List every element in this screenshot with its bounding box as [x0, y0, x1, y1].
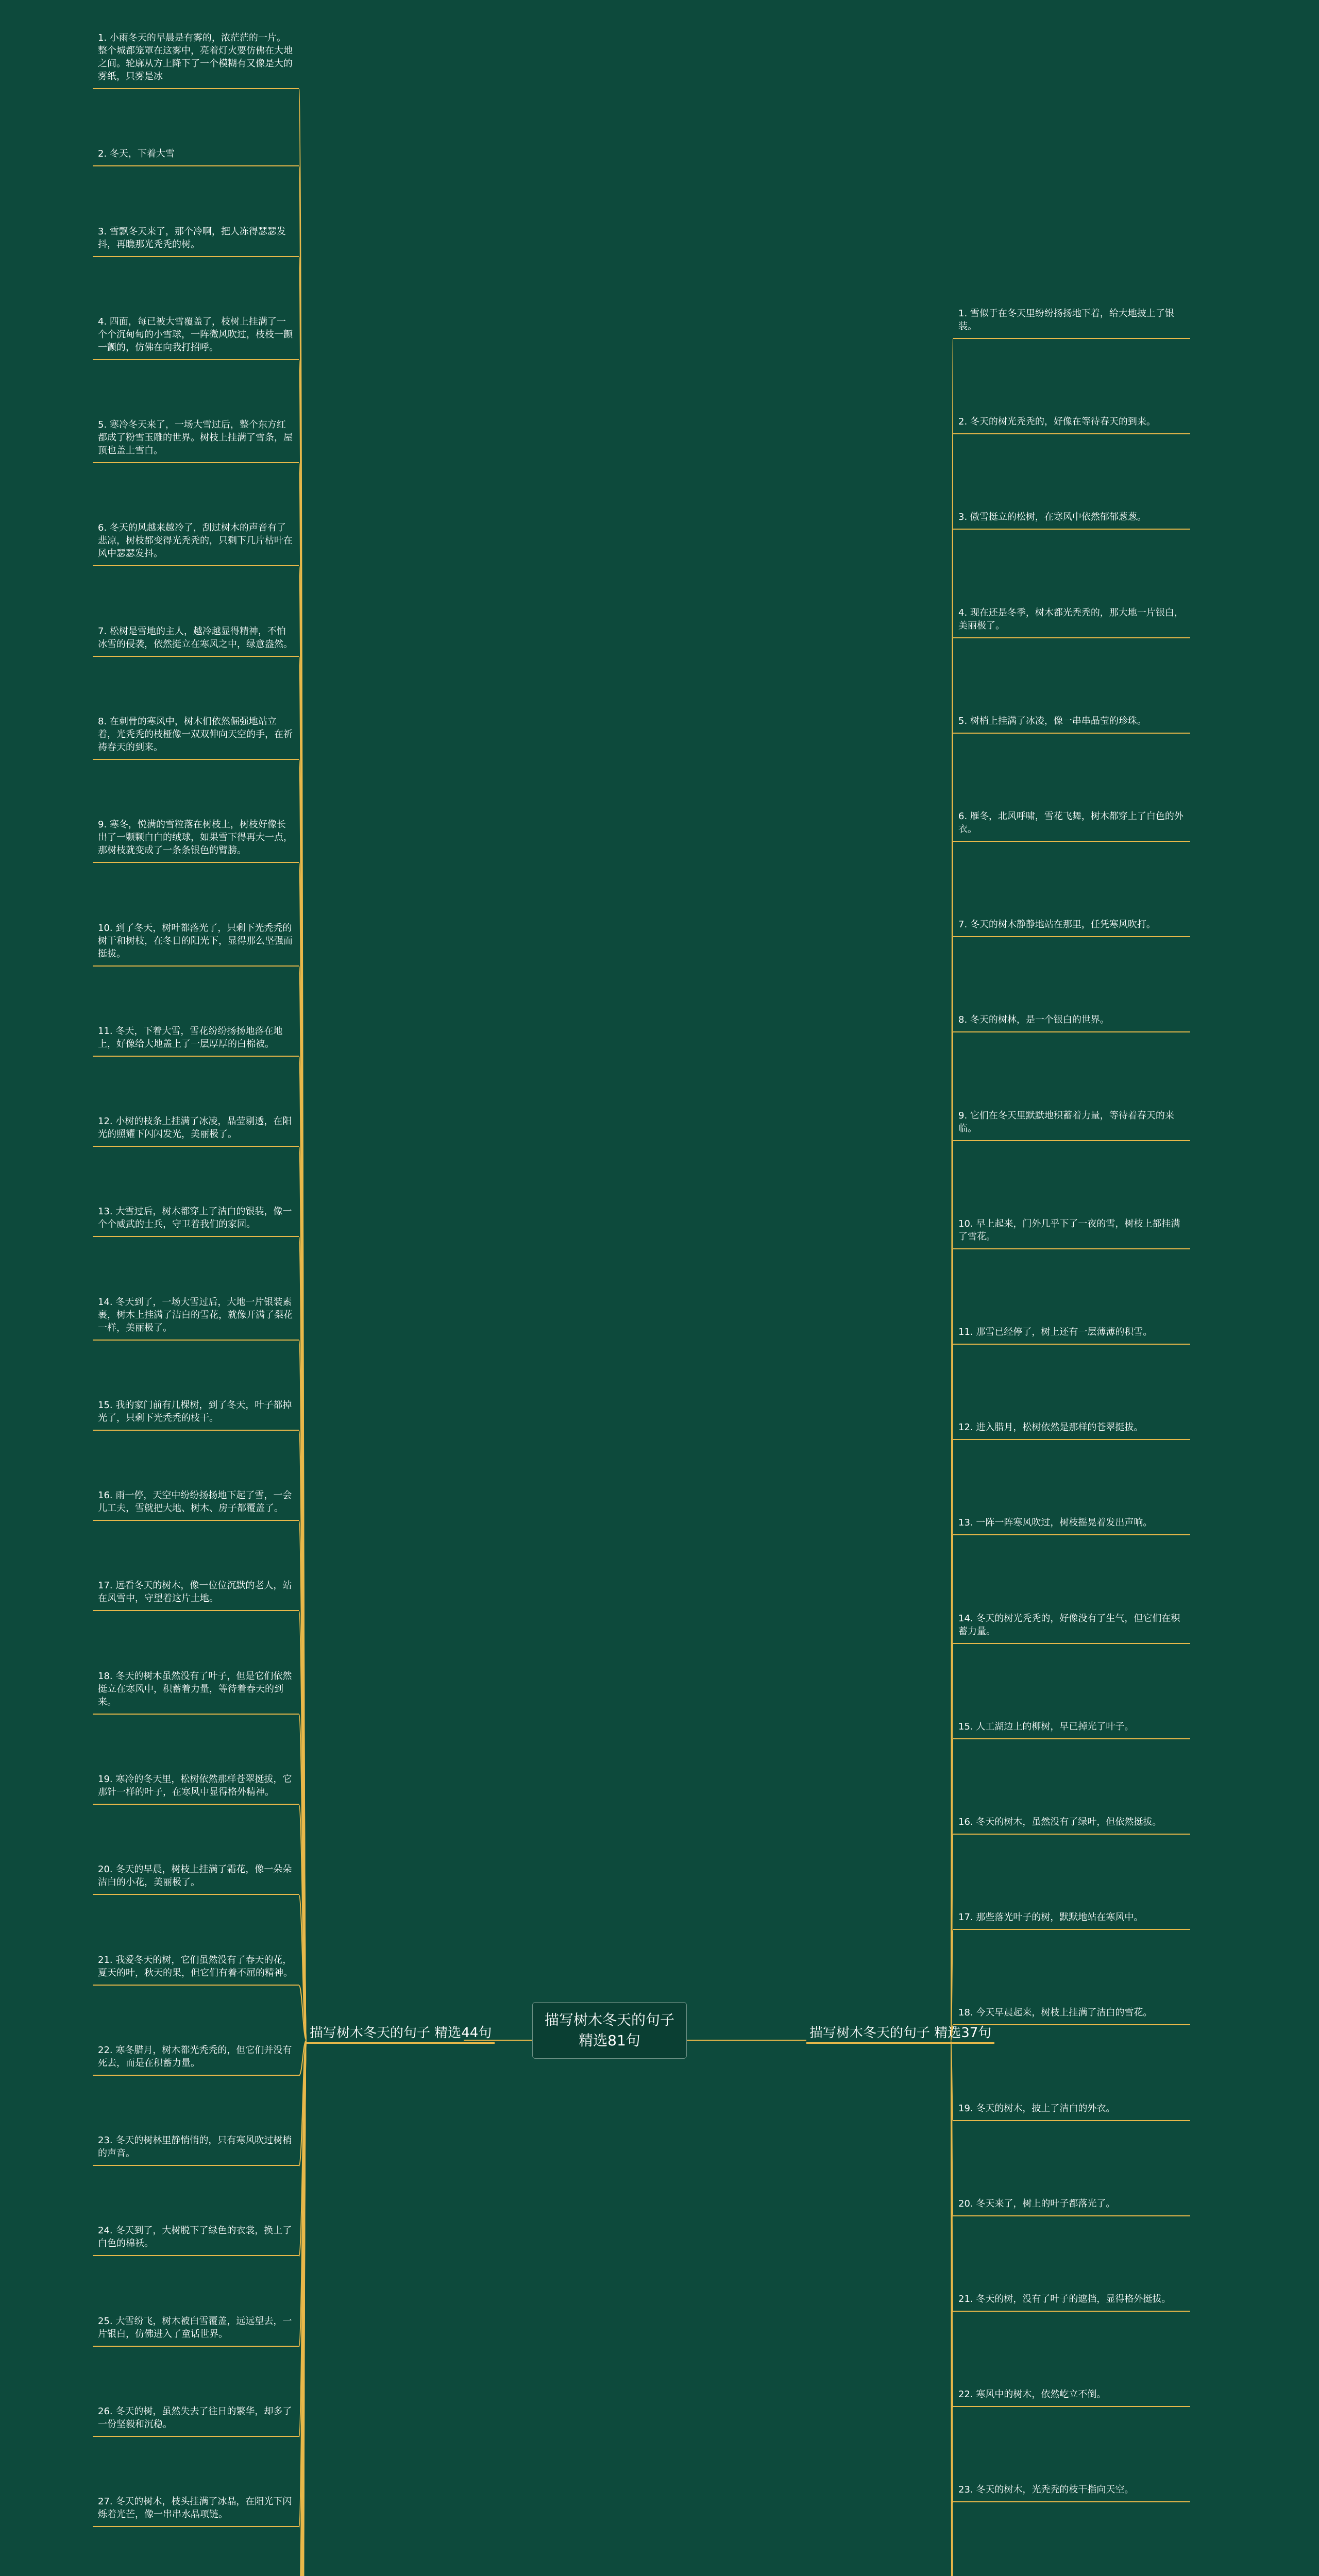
- connector-line: [951, 339, 953, 2040]
- right-leaf-item: 12. 进入腊月，松树依然是那样的苍翠挺拔。: [953, 1418, 1190, 1440]
- connector-line: [299, 967, 307, 2040]
- left-leaf-item: 21. 我爱冬天的树，它们虽然没有了春天的花，夏天的叶，秋天的果，但它们有着不屈的精神。: [93, 1951, 299, 1986]
- left-leaf-item: 3. 雪飘冬天来了，那个冷啊，把人冻得瑟瑟发抖，再瞧那光秃秃的树。: [93, 222, 299, 257]
- left-leaf-item: 5. 寒冷冬天来了，一场大雪过后，整个东方红都成了粉雪玉雕的世界。树枝上挂满了雪条，屋顶也盖上雪白。: [93, 415, 299, 463]
- connector-line: [951, 2040, 953, 2216]
- left-leaf-item: 14. 冬天到了，一场大雪过后，大地一片银装素裹，树木上挂满了洁白的雪花，就像开满了梨花一样，美丽极了。: [93, 1293, 299, 1341]
- right-leaf-item: 19. 冬天的树木，披上了洁白的外衣。: [953, 2099, 1190, 2121]
- connector-line: [299, 2040, 307, 2166]
- left-leaf-item: 9. 寒冬，悦满的雪粒落在树枝上，树枝好像长出了一颗颗白白的绒球，如果雪下得再大一点，那树枝就变成了一条条银色的臂膀。: [93, 815, 299, 863]
- connector-line: [299, 2040, 307, 2576]
- connector-line: [951, 1032, 953, 2040]
- left-leaf-item: 19. 寒冷的冬天里，松树依然那样苍翠挺拔，它那针一样的叶子，在寒风中显得格外精神。: [93, 1770, 299, 1805]
- left-leaf-item: 16. 雨一停，天空中纷纷扬扬地下起了雪，一会儿工夫，雪就把大地、树木、房子都覆盖了。: [93, 1486, 299, 1521]
- connector-line: [299, 2040, 307, 2437]
- left-leaf-item: 20. 冬天的早晨，树枝上挂满了霜花，像一朵朵洁白的小花，美丽极了。: [93, 1860, 299, 1895]
- connector-line: [951, 2040, 953, 2312]
- connector-line: [299, 360, 307, 2040]
- connector-line: [299, 257, 307, 2040]
- connector-line: [951, 1345, 953, 2040]
- connector-line: [299, 1895, 307, 2040]
- right-leaf-item: 15. 人工湖边上的柳树，早已掉光了叶子。: [953, 1717, 1190, 1739]
- connector-line: [299, 657, 307, 2040]
- connector-line: [299, 166, 307, 2040]
- left-leaf-item: 1. 小雨冬天的早晨是有雾的，浓茫茫的一片。整个城都笼罩在这雾中，亮着灯火要仿佛在大地之间。轮廓从方上降下了一个模糊有又像是大的雾纸，只雾是冰: [93, 28, 299, 89]
- right-leaf-item: 22. 寒风中的树木，依然屹立不倒。: [953, 2385, 1190, 2407]
- right-branch-label: 描写树木冬天的句子 精选37句: [806, 2024, 994, 2044]
- connector-line: [299, 863, 307, 2040]
- connector-line: [299, 1521, 307, 2040]
- connector-line: [299, 760, 307, 2040]
- connector-line: [299, 2040, 307, 2347]
- connector-line: [299, 2040, 307, 2576]
- connector-line: [299, 2040, 307, 2576]
- left-leaf-item: 26. 冬天的树，虽然失去了往日的繁华，却多了一份坚毅和沉稳。: [93, 2402, 299, 2437]
- connector-line: [299, 1431, 307, 2040]
- connector-line: [299, 89, 307, 2040]
- connector-line: [299, 2040, 307, 2576]
- connector-line: [299, 2040, 307, 2576]
- left-leaf-item: 7. 松树是雪地的主人，越冷越显得精神，不怕冰雪的侵袭，依然挺立在寒风之中，绿意盎然。: [93, 622, 299, 657]
- connector-line: [299, 2040, 307, 2576]
- left-leaf-item: 4. 四面，每已被大雪覆盖了，枝树上挂满了一个个沉甸甸的小雪球，一阵微风吹过，枝枝一颤一颤的，仿佛在向我打招呼。: [93, 312, 299, 360]
- connector-line: [299, 2040, 307, 2576]
- left-branch-label: 描写树木冬天的句子 精选44句: [307, 2024, 495, 2044]
- connector-line: [299, 1986, 307, 2040]
- left-leaf-item: 25. 大雪纷飞，树木被白雪覆盖，远远望去，一片银白，仿佛进入了童话世界。: [93, 2312, 299, 2347]
- connector-line: [951, 1644, 953, 2040]
- connector-line: [299, 1805, 307, 2040]
- right-leaf-item: 23. 冬天的树木，光秃秃的枝干指向天空。: [953, 2480, 1190, 2502]
- connector-line: [299, 2040, 307, 2576]
- connector-line: [299, 2040, 307, 2576]
- right-leaf-item: 1. 雪似于在冬天里纷纷扬扬地下着，给大地披上了银装。: [953, 304, 1190, 339]
- right-leaf-item: 13. 一阵一阵寒风吹过，树枝摇晃着发出声响。: [953, 1513, 1190, 1535]
- right-leaf-item: 16. 冬天的树木，虽然没有了绿叶，但依然挺拔。: [953, 1812, 1190, 1835]
- connector-line: [299, 1611, 307, 2040]
- connector-line: [299, 1057, 307, 2040]
- left-leaf-item: 22. 寒冬腊月，树木都光秃秃的，但它们并没有死去，而是在积蓄力量。: [93, 2041, 299, 2076]
- connector-line: [299, 1237, 307, 2040]
- connector-line: [299, 2040, 307, 2576]
- right-leaf-item: 6. 雁冬，北风呼啸，雪花飞舞，树木都穿上了白色的外衣。: [953, 807, 1190, 842]
- left-leaf-item: 2. 冬天，下着大雪: [93, 144, 299, 166]
- connector-line: [299, 2040, 307, 2256]
- right-leaf-item: 3. 傲雪挺立的松树，在寒风中依然郁郁葱葱。: [953, 507, 1190, 530]
- left-leaf-item: 15. 我的家门前有几棵树，到了冬天，叶子都掉光了，只剩下光秃秃的枝干。: [93, 1396, 299, 1431]
- left-leaf-item: 11. 冬天，下着大雪，雪花纷纷扬扬地落在地上，好像给大地盖上了一层厚厚的白棉被。: [93, 1022, 299, 1057]
- left-leaf-item: 8. 在刺骨的寒风中，树木们依然倔强地站立着，光秃秃的枝桠像一双双伸向天空的手，在祈祷春天的到来。: [93, 712, 299, 760]
- left-leaf-item: 23. 冬天的树林里静悄悄的，只有寒风吹过树梢的声音。: [93, 2131, 299, 2166]
- root-node: 描写树木冬天的句子精选81句: [532, 2002, 687, 2059]
- connector-line: [299, 2040, 307, 2576]
- right-leaf-item: 21. 冬天的树，没有了叶子的遮挡，显得格外挺拔。: [953, 2290, 1190, 2312]
- right-leaf-item: 9. 它们在冬天里默默地积蓄着力量，等待着春天的来临。: [953, 1106, 1190, 1141]
- left-leaf-item: 6. 冬天的风越来越冷了，刮过树木的声音有了悲凉，树枝都变得光秃秃的，只剩下几片枯叶在风中瑟瑟发抖。: [93, 518, 299, 566]
- connector-line: [951, 1739, 953, 2040]
- right-leaf-item: 5. 树梢上挂满了冰凌，像一串串晶莹的珍珠。: [953, 711, 1190, 734]
- left-leaf-item: 17. 远看冬天的树木，像一位位沉默的老人，站在风雪中，守望着这片土地。: [93, 1576, 299, 1611]
- left-leaf-item: 10. 到了冬天，树叶都落光了，只剩下光秃秃的树干和树枝，在冬日的阳光下，显得那么坚强而挺拔。: [93, 919, 299, 967]
- right-leaf-item: 14. 冬天的树光秃秃的，好像没有了生气，但它们在积蓄力量。: [953, 1609, 1190, 1644]
- left-leaf-item: 27. 冬天的树木，枝头挂满了冰晶，在阳光下闪烁着光芒，像一串串水晶项链。: [93, 2492, 299, 2527]
- connector-line: [299, 2040, 307, 2576]
- connector-line: [299, 463, 307, 2040]
- connector-line: [299, 566, 307, 2040]
- connector-line: [299, 2040, 307, 2527]
- left-leaf-item: 13. 大雪过后，树木都穿上了洁白的银装，像一个个威武的士兵，守卫着我们的家园。: [93, 1202, 299, 1237]
- right-leaf-item: 17. 那些落光叶子的树，默默地站在寒风中。: [953, 1908, 1190, 1930]
- connector-line: [299, 2040, 307, 2576]
- connector-line: [299, 2040, 307, 2576]
- left-leaf-item: 18. 冬天的树木虽然没有了叶子，但是它们依然挺立在寒风中，积蓄着力量，等待着春天的到来。: [93, 1667, 299, 1715]
- left-leaf-item: 24. 冬天到了，大树脱下了绿色的衣裳，换上了白色的棉袄。: [93, 2221, 299, 2256]
- connector-line: [299, 1715, 307, 2040]
- right-leaf-item: 18. 今天早晨起来，树枝上挂满了洁白的雪花。: [953, 2003, 1190, 2025]
- connector-line: [951, 1141, 953, 2040]
- connector-line: [299, 2040, 307, 2076]
- right-leaf-item: 10. 早上起来，门外几乎下了一夜的雪，树枝上都挂满了雪花。: [953, 1214, 1190, 1249]
- connector-line: [299, 2040, 307, 2576]
- connector-line: [299, 1341, 307, 2040]
- connector-line: [951, 937, 953, 2040]
- connector-line: [299, 1147, 307, 2040]
- right-leaf-item: 8. 冬天的树林，是一个银白的世界。: [953, 1010, 1190, 1032]
- connector-line: [299, 2040, 307, 2576]
- right-leaf-item: 2. 冬天的树光秃秃的，好像在等待春天的到来。: [953, 412, 1190, 434]
- right-leaf-item: 11. 那雪已经停了，树上还有一层薄薄的积雪。: [953, 1323, 1190, 1345]
- right-leaf-item: 7. 冬天的树木静静地站在那里，任凭寒风吹打。: [953, 915, 1190, 937]
- right-leaf-item: 4. 现在还是冬季，树木都光秃秃的，那大地一片银白，美丽极了。: [953, 603, 1190, 638]
- connector-line: [951, 2040, 953, 2407]
- connector-line: [299, 2040, 307, 2576]
- left-leaf-item: 12. 小树的枝条上挂满了冰凌，晶莹剔透，在阳光的照耀下闪闪发光，美丽极了。: [93, 1112, 299, 1147]
- right-leaf-item: 20. 冬天来了，树上的叶子都落光了。: [953, 2194, 1190, 2216]
